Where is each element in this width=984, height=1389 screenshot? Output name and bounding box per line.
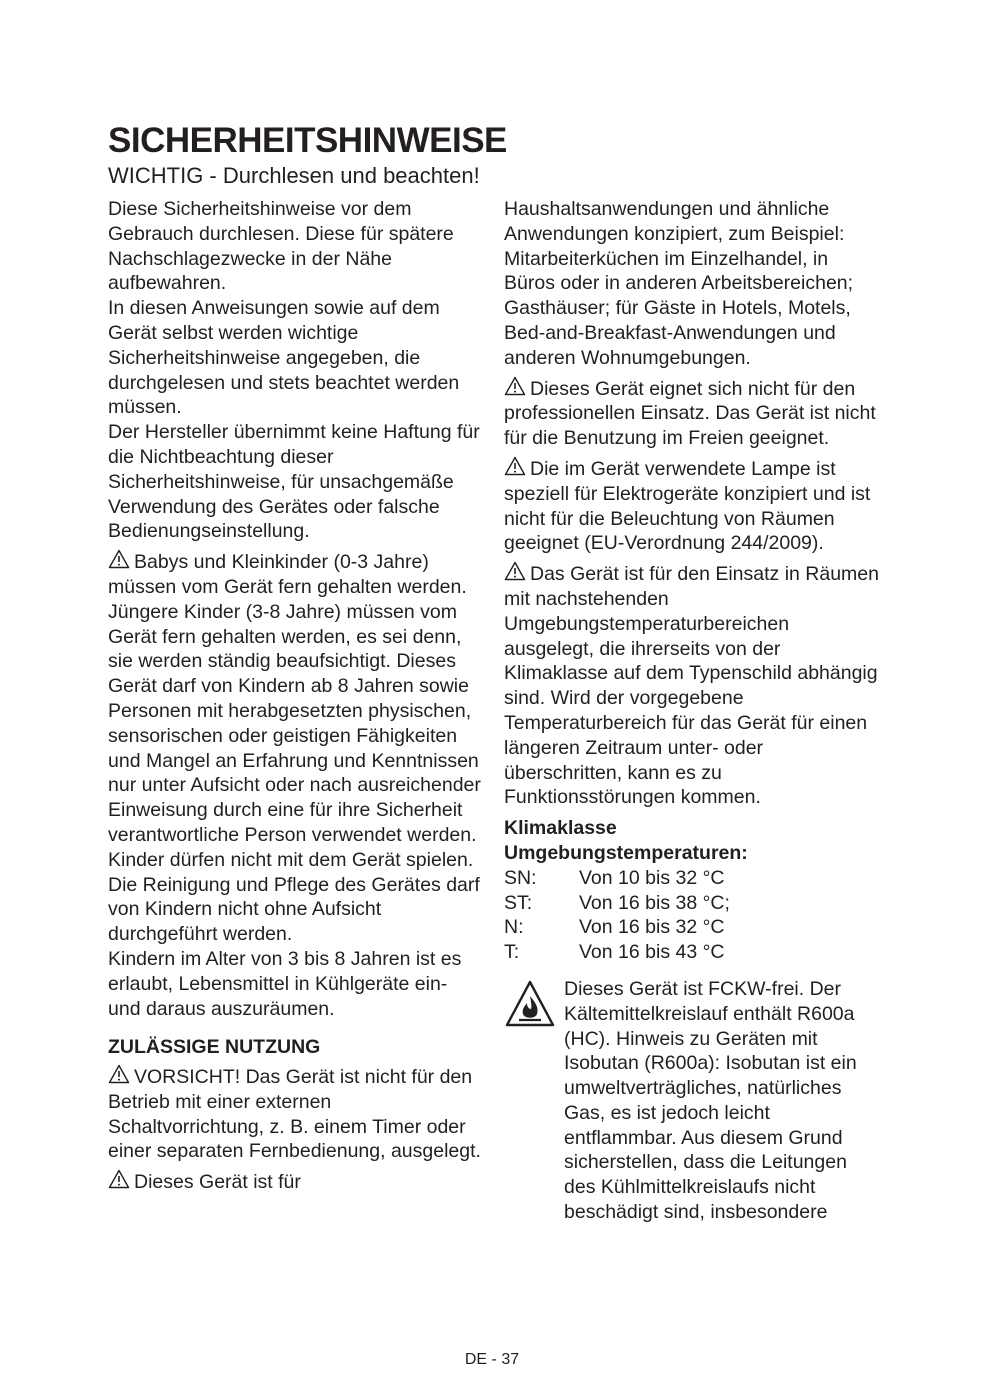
warning-triangle-icon (504, 376, 526, 396)
flammable-warning-icon (504, 979, 556, 1031)
children-cleaning: Die Reinigung und Pflege des Gerätes darf von Kindern nicht ohne Aufsicht durchgeführt werden. (108, 873, 480, 946)
page-title: SICHERHEITSHINWEISE (108, 121, 507, 160)
climate-warning-text: Das Gerät ist für den Einsatz in Räumen mit nachstehenden Umgebungstemperaturbereichen ausgelegt, die ihrerseits von der Klimaklasse auf dem Typenschild abhängig sind. Wird der vorgegebene Temperaturbereich für das Gerät für einen längeren Zeitraum unter- oder überschritten, kann es zu Funktionsstörungen kommen. (504, 563, 879, 809)
temperature-range: Von 16 bis 32 °C (579, 916, 725, 939)
professional-warning (504, 376, 884, 451)
children-loading: Kindern im Alter von 3 bis 8 Jahren ist es erlaubt, Lebensmittel in Kühlgeräte ein- und daraus auszuräumen. (108, 947, 462, 1020)
temperature-row (504, 915, 884, 940)
lamp-warning-text: Die im Gerät verwendete Lampe ist speziell für Elektrogeräte konzipiert und ist nicht für die Beleuchtung von Räumen geeignet (EU-Verordnung 244/2009). (504, 457, 871, 555)
intro-paragraph-1: Diese Sicherheitshinweise vor dem Gebrauch durchlesen. Diese für spätere Nachschlagezwecke in der Nähe aufbewahren. (108, 198, 454, 295)
usage-household (108, 1169, 483, 1195)
page-number: DE - 37 (464, 1351, 520, 1368)
children-warning-text: Babys und Kleinkinder (0-3 Jahre) müssen vom Gerät fern gehalten werden. Jüngere Kinder (3-8 Jahre) müssen vom Gerät fern gehalten werden, es sei denn, sie werden ständig beaufsichtigt. Dieses Gerät darf von Kindern ab 8 Jahren sowie Personen mit herabgesetzten physischen, sensorischen oder geistigen Fähigkeiten und Mangel an Erfahrung und Kenntnissen nur unter Aufsicht oder nach ausreichender Einweisung durch eine für ihre Sicherheit verantwortliche Person verwendet werden. Kinder dürfen nicht mit dem Gerät spielen. (108, 551, 481, 871)
professional-warning-text: Dieses Gerät eignet sich nicht für den professionellen Einsatz. Das Gerät ist nicht für die Benutzung im Freien geeignet. (504, 377, 876, 450)
left-column (108, 197, 483, 1195)
warning-triangle-icon (108, 1064, 130, 1084)
temperature-range: Von 10 bis 32 °C (579, 866, 725, 889)
climate-heading-line-2: Umgebungstemperaturen: (504, 841, 748, 864)
usage-continued: Haushaltsanwendungen und ähnliche Anwendungen konzipiert, zum Beispiel: Mitarbeiterküchen im Einzelhandel, in Büros oder in anderen Arbeitsbereichen; Gasthäuser; für Gäste in Hotels, Motels, Bed-and-Breakfast-Anwendungen und anderen Wohnumgebungen. (504, 198, 854, 369)
refrigerant-notice (504, 977, 884, 1225)
refrigerant-text: Dieses Gerät ist FCKW-frei. Der Kältemittelkreislauf enthält R600a (HC). Hinweis zu Geräten mit Isobutan (R600a): Isobutan ist ein umweltverträgliches, natürliches Gas, es ist jedoch leicht entflammbar. Aus diesem Grund sicherstellen, dass die Leitungen des Kühlmittelkreislaufs nicht beschädigt sind, insbesondere (564, 977, 857, 1224)
climate-class: N: (504, 916, 524, 939)
children-warning (108, 549, 483, 872)
usage-household-text: Dieses Gerät ist für (134, 1171, 301, 1194)
climate-warning (504, 561, 884, 810)
temperature-row (504, 940, 884, 965)
usage-heading: ZULÄSSIGE NUTZUNG (108, 1036, 321, 1059)
temperature-row (504, 891, 884, 916)
right-column (504, 197, 884, 1225)
warning-triangle-icon (504, 456, 526, 476)
usage-caution (108, 1064, 483, 1164)
climate-heading-line-1: Klimaklasse (504, 817, 617, 840)
intro-paragraph-3: Der Hersteller übernimmt keine Haftung für die Nichtbeachtung dieser Sicherheitshinweise, für unsachgemäße Verwendung des Gerätes oder falsche Bedienungseinstellung. (108, 421, 480, 543)
climate-heading (504, 816, 884, 866)
temperature-table (504, 866, 884, 965)
usage-caution-text: VORSICHT! Das Gerät ist nicht für den Betrieb mit einer externen Schaltvorrichtung, z. B. einem Timer oder einer separaten Fernbedienung, ausgelegt. (108, 1066, 481, 1163)
warning-triangle-icon (108, 549, 130, 569)
page-subtitle: WICHTIG - Durchlesen und beachten! (108, 163, 480, 188)
climate-class: T: (504, 941, 520, 964)
intro-paragraph-2: In diesen Anweisungen sowie auf dem Gerät selbst werden wichtige Sicherheitshinweise angegeben, die durchgelesen und stets beachtet werden müssen. (108, 297, 460, 419)
temperature-range: Von 16 bis 38 °C; (579, 891, 730, 914)
climate-class: ST: (504, 891, 533, 914)
warning-triangle-icon (108, 1169, 130, 1189)
climate-class: SN: (504, 866, 537, 889)
lamp-warning (504, 456, 884, 556)
temperature-range: Von 16 bis 43 °C (579, 941, 725, 964)
warning-triangle-icon (504, 561, 526, 581)
temperature-row (504, 866, 884, 891)
